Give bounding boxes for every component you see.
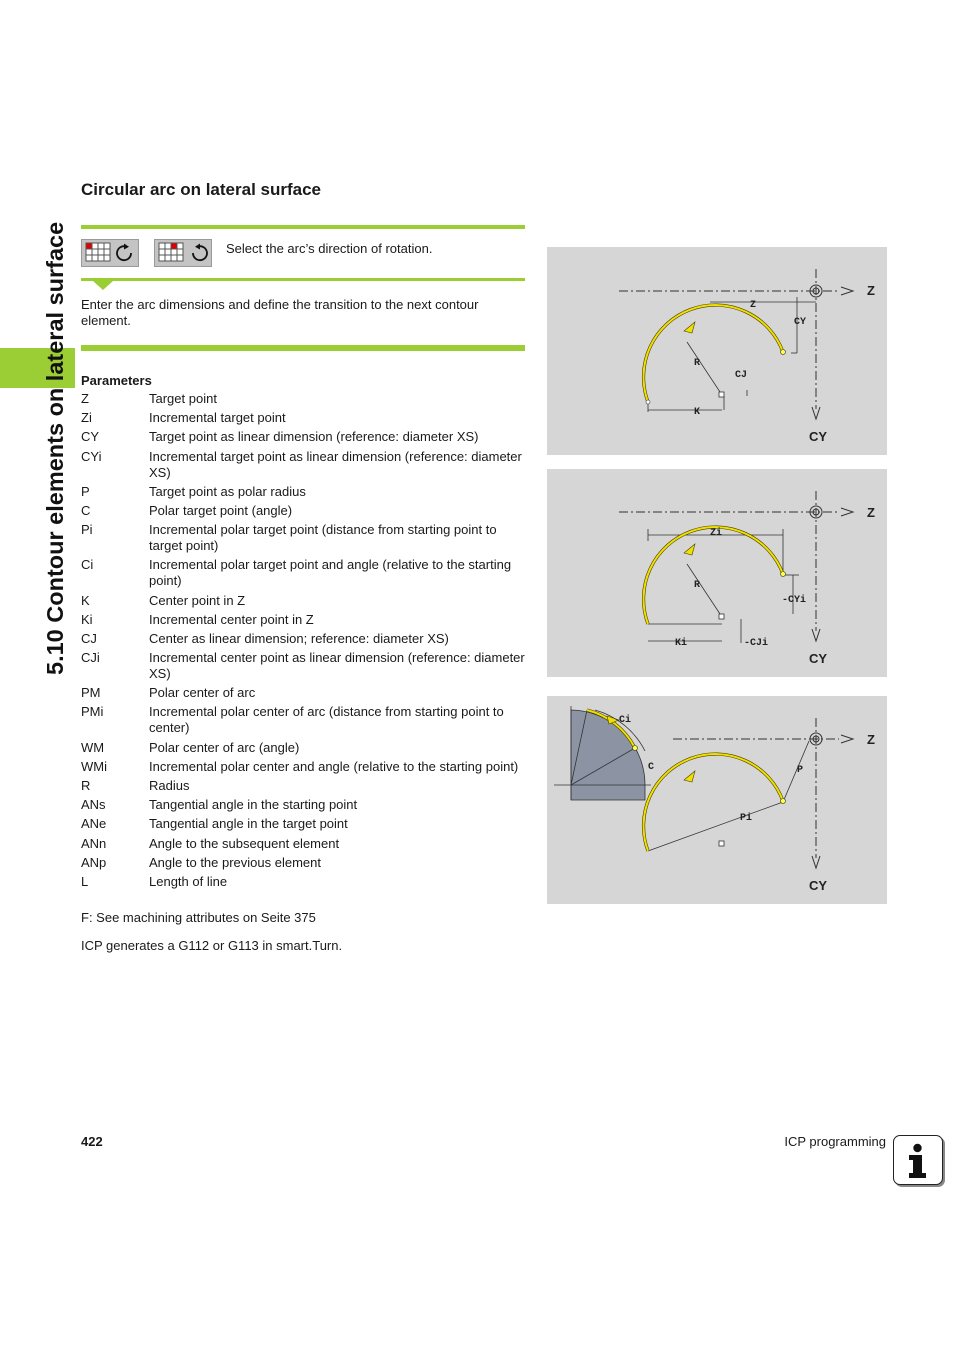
parameter-description: Incremental target point as linear dimension (reference: diameter XS) bbox=[149, 448, 522, 480]
r-label: R bbox=[694, 580, 701, 591]
parameter-description: Center point in Z bbox=[149, 592, 246, 608]
parameter-key: ANp bbox=[81, 854, 107, 870]
clockwise-arc-button[interactable] bbox=[81, 239, 139, 267]
diagram-arc-polar bbox=[547, 696, 887, 904]
z-dim-label: Z bbox=[750, 300, 757, 311]
parameter-row bbox=[81, 778, 525, 794]
cy-axis-label: CY bbox=[809, 429, 828, 444]
parameter-description: Target point as polar radius bbox=[149, 483, 306, 499]
cy-axis-label: CY bbox=[809, 878, 828, 893]
diagram-arc-incremental bbox=[547, 469, 887, 677]
parameter-description: Center as linear dimension; reference: diameter XS) bbox=[149, 630, 449, 646]
parameters-list bbox=[81, 391, 525, 893]
parameter-key: PMi bbox=[81, 704, 104, 720]
parameter-key: PM bbox=[81, 685, 101, 701]
parameter-row bbox=[81, 631, 525, 647]
parameter-key: CYi bbox=[81, 448, 102, 464]
parameter-description: Tangential angle in the target point bbox=[149, 816, 348, 832]
divider-pointer bbox=[93, 281, 113, 290]
parameter-key: K bbox=[81, 592, 90, 608]
z-axis-label: Z bbox=[867, 732, 875, 747]
parameter-key: ANs bbox=[81, 797, 106, 813]
r-label: R bbox=[694, 358, 701, 369]
parameter-description: Incremental polar center of arc (distance from starting point to center) bbox=[149, 704, 504, 736]
pi-label: Pi bbox=[740, 813, 753, 824]
parameter-description: Incremental center point in Z bbox=[149, 611, 314, 627]
section-title: Circular arc on lateral surface bbox=[81, 180, 322, 199]
icp-note: ICP generates a G112 or G113 in smart.Turn. bbox=[81, 938, 343, 953]
parameter-row bbox=[81, 557, 525, 589]
parameter-key: Zi bbox=[81, 410, 92, 426]
machining-note: F: See machining attributes on Seite 375 bbox=[81, 910, 316, 925]
intro-text: Enter the arc dimensions and define the transition to the next contour element. bbox=[81, 297, 479, 328]
footer-label: ICP programming bbox=[784, 1134, 886, 1149]
parameter-key: Ci bbox=[81, 557, 94, 573]
cy-axis-label: CY bbox=[809, 651, 828, 666]
parameter-key: ANe bbox=[81, 816, 107, 832]
parameter-description: Incremental target point bbox=[149, 410, 286, 426]
parameters-heading: Parameters bbox=[81, 373, 152, 388]
zi-label: Zi bbox=[710, 528, 723, 539]
parameter-key: Ki bbox=[81, 611, 93, 627]
parameter-row bbox=[81, 410, 525, 426]
rotation-instruction: Select the arc’s direction of rotation. bbox=[226, 241, 433, 256]
parameter-description: Incremental center point as linear dimension (reference: diameter XS) bbox=[149, 650, 525, 682]
parameter-key: CJi bbox=[81, 650, 100, 666]
parameter-description: Length of line bbox=[149, 873, 228, 889]
parameter-row bbox=[81, 484, 525, 500]
parameter-key: WMi bbox=[81, 758, 107, 774]
divider-bottom bbox=[81, 345, 525, 351]
parameter-key: C bbox=[81, 502, 91, 518]
parameter-key: CY bbox=[81, 429, 100, 445]
parameter-row bbox=[81, 391, 525, 407]
parameter-description: Incremental polar center and angle (relative to the starting point) bbox=[149, 758, 519, 774]
grid-ccw-rotation-icon bbox=[155, 240, 211, 266]
parameter-row bbox=[81, 797, 525, 813]
k-label: K bbox=[694, 407, 701, 418]
parameter-key: P bbox=[81, 483, 90, 499]
parameter-key: CJ bbox=[81, 630, 97, 646]
z-axis-label: Z bbox=[867, 283, 875, 298]
parameter-row bbox=[81, 593, 525, 609]
info-icon bbox=[893, 1135, 943, 1185]
parameter-row bbox=[81, 650, 525, 682]
parameter-description: Target point as linear dimension (reference: diameter XS) bbox=[149, 429, 479, 445]
page-number: 422 bbox=[81, 1134, 103, 1149]
parameter-row bbox=[81, 449, 525, 481]
cyi-label: -CYi bbox=[782, 595, 807, 606]
ki-label: Ki bbox=[675, 638, 688, 649]
parameter-description: Angle to the subsequent element bbox=[149, 835, 340, 851]
parameter-row bbox=[81, 429, 525, 445]
cy-dim-label: CY bbox=[794, 317, 807, 328]
z-axis-label: Z bbox=[867, 505, 875, 520]
parameter-description: Polar center of arc bbox=[149, 685, 256, 701]
cji-label: -CJi bbox=[744, 638, 769, 649]
parameter-row bbox=[81, 836, 525, 852]
parameter-row bbox=[81, 740, 525, 756]
counterclockwise-arc-button[interactable] bbox=[154, 239, 212, 267]
parameter-row bbox=[81, 685, 525, 701]
parameter-key: WM bbox=[81, 739, 105, 755]
cj-label: CJ bbox=[735, 370, 748, 381]
ci-label: Ci bbox=[619, 715, 632, 726]
parameter-key: R bbox=[81, 778, 91, 793]
parameter-row bbox=[81, 522, 525, 554]
divider-middle bbox=[81, 278, 525, 281]
p-label: P bbox=[797, 765, 804, 776]
parameter-row bbox=[81, 612, 525, 628]
parameter-row bbox=[81, 855, 525, 871]
diagram-arc-absolute bbox=[547, 247, 887, 455]
grid-cw-rotation-icon bbox=[82, 240, 138, 266]
parameter-description: Target point bbox=[149, 391, 217, 406]
parameter-key: Pi bbox=[81, 522, 93, 538]
parameter-description: Incremental polar target point and angle (relative to the starting point) bbox=[149, 557, 512, 589]
parameter-key: ANn bbox=[81, 835, 107, 851]
parameter-description: Angle to the previous element bbox=[149, 854, 321, 870]
parameter-row bbox=[81, 704, 525, 736]
parameter-key: L bbox=[81, 873, 89, 889]
parameter-description: Incremental polar target point (distance from starting point to target point) bbox=[149, 522, 497, 554]
parameter-row bbox=[81, 759, 525, 775]
parameter-description: Polar center of arc (angle) bbox=[149, 739, 300, 755]
parameter-description: Polar target point (angle) bbox=[149, 502, 293, 518]
parameter-description: Tangential angle in the starting point bbox=[149, 797, 358, 813]
c-label: C bbox=[648, 762, 655, 773]
parameter-description: Radius bbox=[149, 778, 190, 793]
parameter-key: Z bbox=[81, 391, 89, 406]
divider-top bbox=[81, 225, 525, 229]
parameter-row bbox=[81, 816, 525, 832]
parameter-row bbox=[81, 874, 525, 890]
parameter-row bbox=[81, 503, 525, 519]
